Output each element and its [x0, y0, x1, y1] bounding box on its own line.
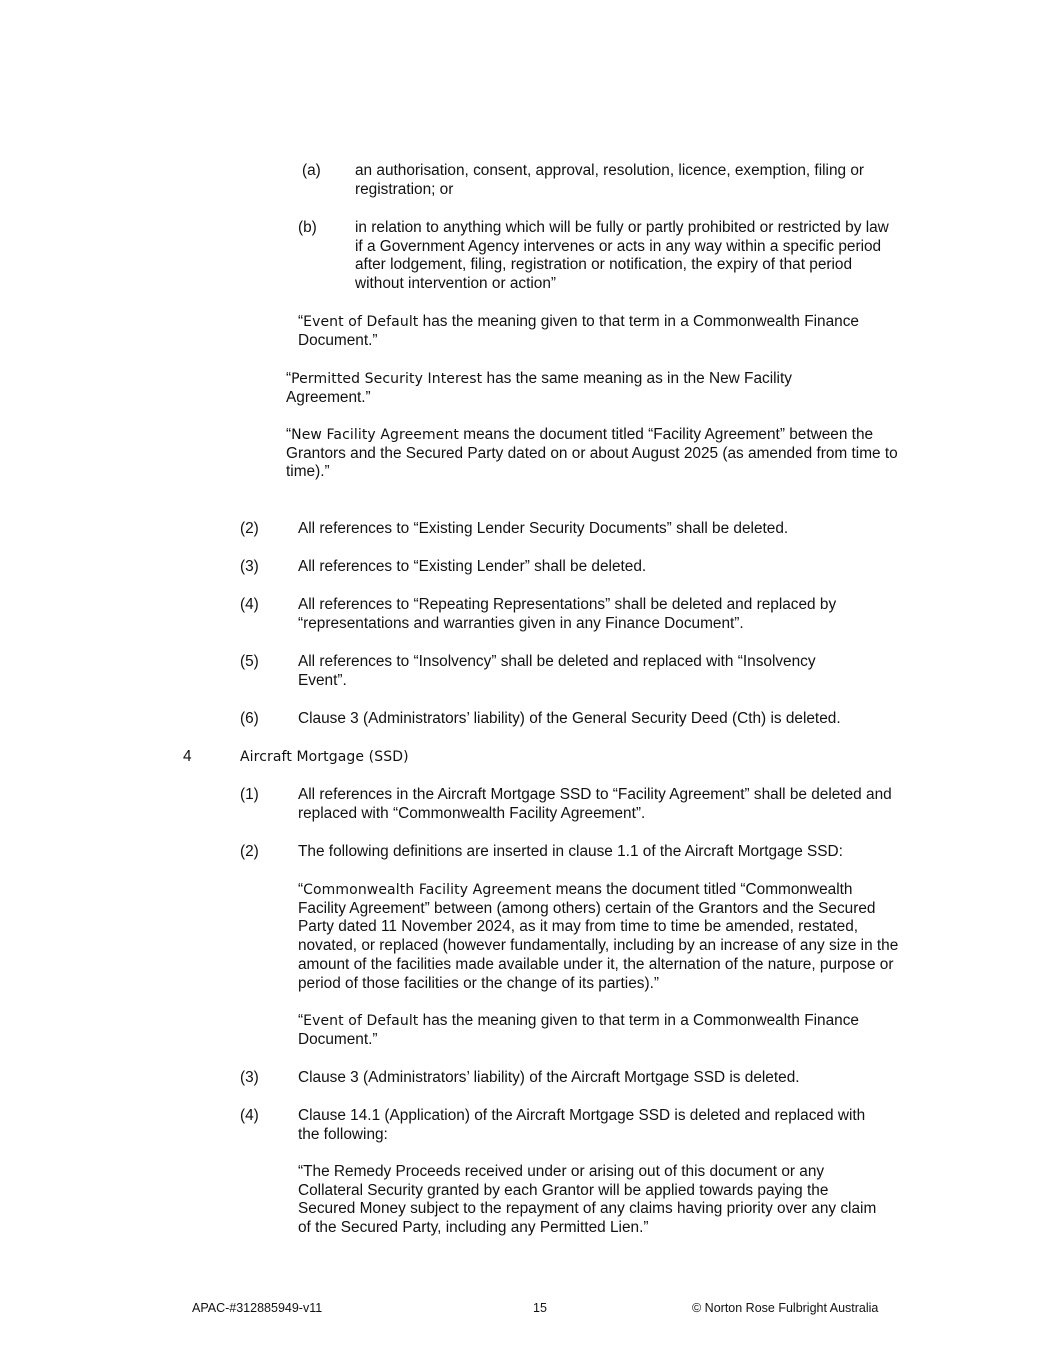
section-heading: Aircraft Mortgage (SSD)	[240, 749, 409, 765]
footer-page-number: 15	[533, 1301, 547, 1315]
open-quote: “	[298, 313, 304, 330]
open-quote: “	[286, 426, 292, 443]
defined-term: Event of Default	[303, 314, 419, 330]
clause-text: All references to “Existing Lender Security Documents” shall be deleted.	[298, 520, 789, 537]
clause-number: (1)	[240, 786, 259, 803]
clause-number: (3)	[240, 558, 259, 575]
list-marker-a: (a)	[302, 162, 321, 179]
footer-doc-reference: APAC-#312885949-v11	[192, 1301, 323, 1315]
clause-text: All references to “Insolvency” shall be deleted and replaced with “Insolvency Event”.	[298, 653, 816, 689]
list-item-a-text: an authorisation, consent, approval, resolution, licence, exemption, filing or registration; or	[355, 162, 865, 198]
definition-text: has the meaning given to that term in a Commonwealth Finance Document.”	[298, 313, 859, 349]
clause-text: Clause 3 (Administrators’ liability) of the Aircraft Mortgage SSD is deleted.	[298, 1069, 800, 1086]
clause-text: All references to “Repeating Representations” shall be deleted and replaced by “representations and warranties given in any Finance Document”.	[298, 596, 837, 632]
definition-event-of-default	[298, 1012, 900, 1049]
clause-number: (4)	[240, 1107, 259, 1124]
definition-permitted-security-interest	[286, 370, 876, 407]
clause-number: (3)	[240, 1069, 259, 1086]
clause-text: All references to “Existing Lender” shall be deleted.	[298, 558, 647, 575]
definition-text: has the same meaning as in the New Facility Agreement.”	[286, 370, 792, 406]
definition-event-of-default	[298, 313, 900, 350]
definition-commonwealth-facility-agreement	[298, 881, 900, 993]
list-marker-b: (b)	[298, 219, 317, 236]
clause-number: (4)	[240, 596, 259, 613]
defined-term: Event of Default	[303, 1013, 419, 1029]
clause-number: (5)	[240, 653, 259, 670]
defined-term: New Facility Agreement	[291, 427, 460, 443]
definition-text: means the document titled “Facility Agreement” between the Grantors and the Secured Party dated on or about August 2025 (as amended from time to time).”	[286, 426, 898, 481]
defined-term: Permitted Security Interest	[291, 371, 483, 387]
definition-text: means the document titled “Commonwealth Facility Agreement” between (among others) certain of the Grantors and the Secured Party dated 11 November 2024, as it may from time to time be amended, restated, novated, or replaced (however fundamentally, including by an increase of any size in the amount of the facilities made available under it, the alternation of the nature, purpose or period of those facilities or the change of its parties).”	[298, 881, 899, 992]
clause-text: The following definitions are inserted in clause 1.1 of the Aircraft Mortgage SSD:	[298, 843, 843, 860]
clause-text: Clause 3 (Administrators’ liability) of the General Security Deed (Cth) is deleted.	[298, 710, 841, 727]
clause-number: (2)	[240, 520, 259, 537]
footer-copyright: © Norton Rose Fulbright Australia	[692, 1301, 879, 1315]
definition-text: has the meaning given to that term in a Commonwealth Finance Document.”	[298, 1012, 859, 1048]
replacement-clause-quote: “The Remedy Proceeds received under or arising out of this document or any Collateral Security granted by each Grantor will be applied towards paying the Secured Money subject to the repayment of any claims having priority over any claim of the Secured Party, including any Permitted Lien.”	[298, 1163, 877, 1237]
open-quote: “	[298, 1012, 304, 1029]
open-quote: “	[286, 370, 292, 387]
definition-new-facility-agreement	[286, 426, 898, 482]
list-item-b-text: in relation to anything which will be fully or partly prohibited or restricted by law if a Government Agency intervenes or acts in any way within a specific period after lodgement, filing, registration or notification, the expiry of that period without intervention or action”	[355, 219, 889, 293]
clause-number: (2)	[240, 843, 259, 860]
section-number: 4	[183, 748, 192, 765]
defined-term: Commonwealth Facility Agreement	[303, 882, 552, 898]
open-quote: “	[298, 881, 304, 898]
clause-text: All references in the Aircraft Mortgage SSD to “Facility Agreement” shall be deleted and replaced with “Commonwealth Facility Agreement”.	[298, 786, 892, 822]
clause-number: (6)	[240, 710, 259, 727]
clause-text: Clause 14.1 (Application) of the Aircraft Mortgage SSD is deleted and replaced with the following:	[298, 1107, 866, 1143]
